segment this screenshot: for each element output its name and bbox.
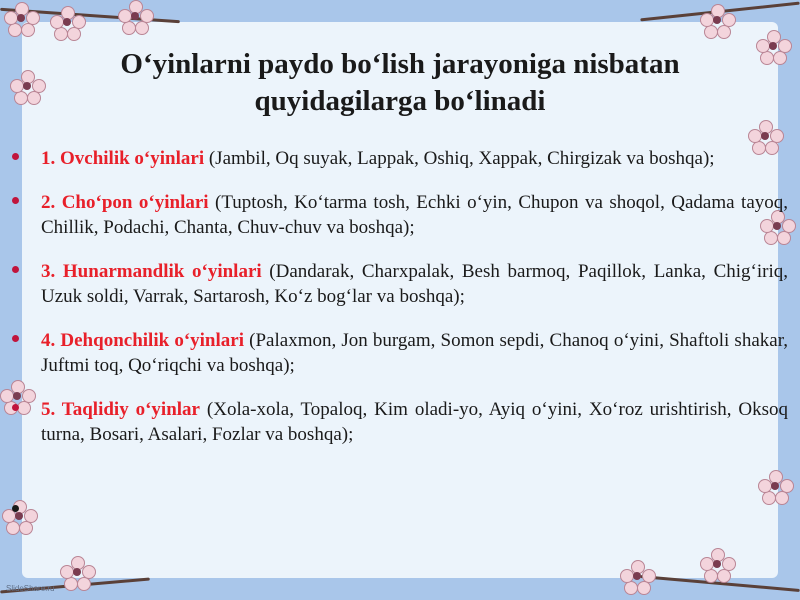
category-examples: (Jambil, Oq suyak, Lappak, Oshiq, Xappak, Chirgizak va boshqa); — [204, 148, 715, 169]
list-item — [12, 146, 788, 171]
category-examples: (Xola-xola, Topaloq, Kim oladi-yo, Ayiq o‘yini, Xo‘roz urishtirish, Oksoq turna, Bosari, Asalari, Fozlar va boshqa); — [41, 399, 788, 445]
bullet-icon — [12, 335, 19, 342]
flower-icon — [50, 6, 84, 40]
flower-icon — [60, 556, 94, 590]
category-label: 5. Taqlidiy o‘yinlar — [41, 399, 200, 420]
list-item — [12, 190, 788, 240]
category-label: 4. Dehqonchilik o‘yinlari — [41, 330, 244, 351]
list-item — [12, 397, 788, 447]
bullet-icon — [12, 197, 19, 204]
category-label: 3. Hunarmandlik o‘yinlari — [41, 261, 262, 282]
flower-icon — [10, 70, 44, 104]
flower-icon — [700, 4, 734, 38]
category-examples: (Tuptosh, Ko‘tarma tosh, Echki o‘yin, Chupon va shoqol, Qadama tayoq, Chillik, Podachi, Chanta, Chuv-chuv va boshqa); — [41, 192, 788, 238]
flower-icon — [758, 470, 792, 504]
watermark-credit: SlideShare.ru — [6, 584, 55, 593]
bullet-icon — [12, 404, 19, 411]
flower-icon — [4, 2, 38, 36]
category-examples: (Palaxmon, Jon burgam, Somon sepdi, Chanoq o‘yini, Shaftoli shakar, Juftmi toq, Qo‘riqchi va boshqa); — [41, 330, 789, 376]
flower-icon — [756, 30, 790, 64]
bullet-icon — [12, 266, 19, 273]
category-label: 1. Ovchilik o‘yinlari — [41, 148, 205, 169]
bullet-icon — [12, 153, 19, 160]
list-item — [12, 259, 788, 309]
category-list — [12, 146, 788, 466]
category-label: 2. Cho‘pon o‘yinlari — [41, 192, 209, 213]
empty-bullet-icon — [12, 505, 19, 512]
flower-icon — [118, 0, 152, 34]
category-examples: (Dandarak, Charxpalak, Besh barmoq, Paqillok, Lanka, Chig‘iriq, Uzuk soldi, Varrak, Sartarosh, Ko‘z bog‘lar va boshqa); — [41, 261, 788, 307]
flower-icon — [620, 560, 654, 594]
flower-icon — [700, 548, 734, 582]
list-item — [12, 328, 788, 378]
slide-title: O‘yinlarni paydo bo‘lish jarayoniga nisbatan quyidagilarga bo‘linadi — [120, 48, 680, 117]
flower-icon — [2, 500, 36, 534]
